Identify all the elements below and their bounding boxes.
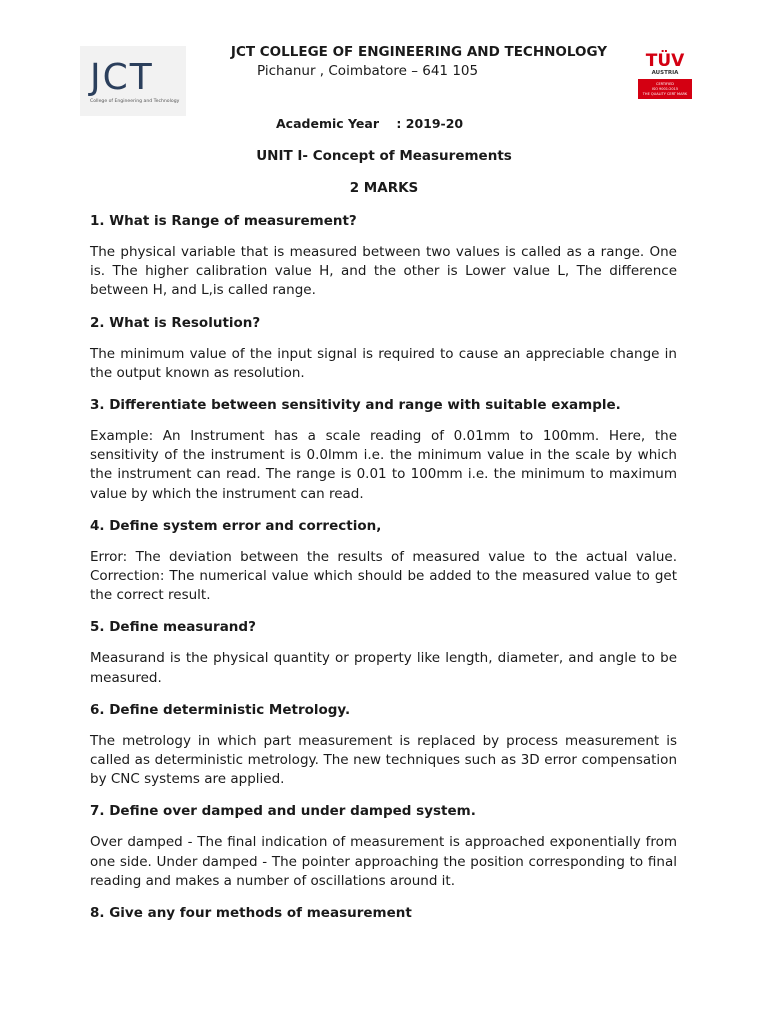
answer-5: Measurand is the physical quantity or property like length, diameter, and angle to be measured. bbox=[90, 650, 677, 686]
tuv-logo-text: TÜV bbox=[645, 51, 685, 71]
answer-2: The minimum value of the input signal is required to cause an appreciable change in the output known as resolution. bbox=[90, 345, 677, 381]
answer-4: Error: The deviation between the results of measured value to the actual value. Correction: The numerical value which should be added to the measured value to get the correct result. bbox=[90, 548, 677, 604]
question-2: 2. What is Resolution? bbox=[90, 314, 261, 331]
question-list bbox=[90, 211, 677, 935]
tuv-certified-band bbox=[638, 79, 692, 99]
answer-7: Over damped - The final indication of measurement is approached exponentially from one side. Under damped - The pointer approaching the position corresponding to final reading and makes a number of oscillations around it. bbox=[90, 834, 677, 889]
answer-6: The metrology in which part measurement is replaced by process measurement is called as deterministic metrology. The new techniques such as 3D error compensation by CNC systems are applied. bbox=[90, 732, 677, 788]
answer-3: Example: An Instrument has a scale reading of 0.01mm to 100mm. Here, the sensitivity of the instrument is 0.0lmm i.e. the minimum value in the scale by which the instrument can read. The range is 0.01 to 100mm i.e. the minimum to maximum value by which the instrument can read. bbox=[90, 428, 677, 502]
tuv-band-line: ISO 9001:2015 bbox=[651, 87, 679, 91]
unit-title: UNIT I- Concept of Measurements bbox=[256, 148, 512, 164]
question-3: 3. Differentiate between sensitivity and range with suitable example. bbox=[90, 397, 621, 414]
question-6: 6. Define deterministic Metrology. bbox=[90, 701, 351, 718]
tuv-logo-country: AUSTRIA bbox=[651, 70, 679, 76]
question-5: 5. Define measurand? bbox=[90, 619, 256, 636]
tuv-band-line: CERTIFIED bbox=[656, 82, 674, 86]
college-address: Pichanur , Coimbatore – 641 105 bbox=[257, 63, 479, 79]
question-4: 4. Define system error and correction, bbox=[90, 517, 382, 534]
question-8: 8. Give any four methods of measurement bbox=[90, 905, 412, 922]
college-name: JCT COLLEGE OF ENGINEERING AND TECHNOLOGY bbox=[230, 44, 608, 60]
jct-logo-tagline: College of Engineering and Technology bbox=[90, 99, 180, 104]
tuv-band-line: THE QUALITY CERT MARK bbox=[642, 92, 688, 96]
academic-year: Academic Year : 2019-20 bbox=[276, 116, 464, 131]
question-1: 1. What is Range of measurement? bbox=[90, 213, 357, 229]
answer-1: The physical variable that is measured between two values is called as a range. One is. The higher calibration value H, and the other is Lower value L, The difference between H, and L,is called range. bbox=[90, 244, 677, 299]
jct-logo-text: JCT bbox=[90, 57, 154, 98]
question-7: 7. Define over damped and under damped system. bbox=[90, 803, 476, 820]
marks-heading: 2 MARKS bbox=[349, 180, 419, 196]
